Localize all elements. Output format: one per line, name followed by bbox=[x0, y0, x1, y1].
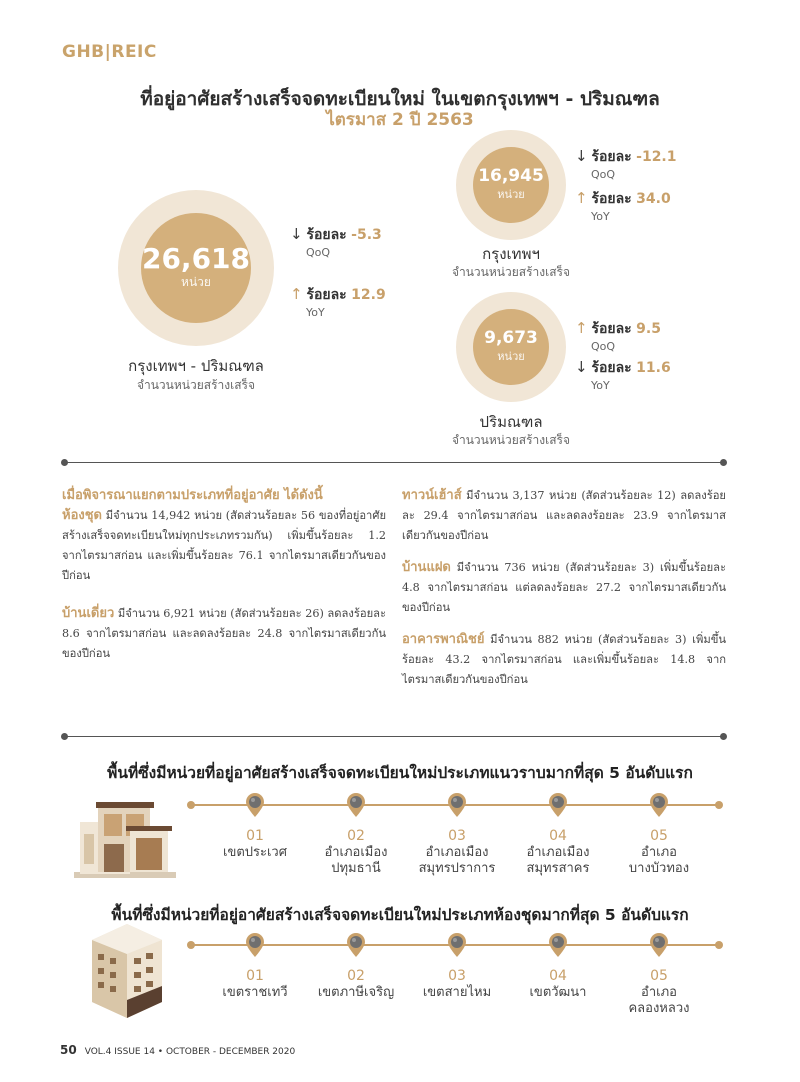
total-subcaption: จำนวนหน่วยสร้างเสร็จ bbox=[136, 378, 256, 392]
vicinity-value: 9,673 bbox=[484, 327, 538, 348]
bangkok-ring bbox=[456, 130, 566, 240]
rank-area-name bbox=[200, 845, 310, 861]
total-value: 26,618 bbox=[141, 241, 251, 275]
condo-section-title: พื้นที่ซึ่งมีหน่วยที่อยู่อาศัยสร้างเสร็จจดทะเบียนใหม่ประเภทห้องชุดมากที่สุด 5 อันดับแรก bbox=[111, 906, 689, 924]
bangkok-value: 16,945 bbox=[478, 165, 544, 186]
rank-area-name bbox=[503, 845, 613, 877]
vicinity-caption: ปริมณฑล bbox=[479, 413, 543, 431]
page-title: ที่อยู่อาศัยสร้างเสร็จจดทะเบียนใหม่ ในเขตกรุงเทพฯ - ปริมณฑล bbox=[140, 88, 660, 110]
vicinity-unit: หน่วย bbox=[497, 349, 525, 363]
breakdown-item: บ้านแฝด มีจำนวน 736 หน่วย (สัดส่วนร้อยละ 3) เพิ่มขึ้นร้อยละ 4.8 จากไตรมาสก่อน แต่ลดลงร้อยละ 27.2 จากไตรมาสเดียวกันของปีก่อน bbox=[402, 560, 726, 614]
rank-number: 05 bbox=[650, 968, 668, 984]
location-pin-icon bbox=[446, 932, 468, 958]
arrow-down-icon: ↓ bbox=[575, 358, 588, 376]
arrow-down-icon: ↓ bbox=[575, 147, 588, 165]
rank-number: 05 bbox=[650, 828, 668, 844]
rank-area-name bbox=[503, 985, 613, 1001]
bangkok-subcaption: จำนวนหน่วยสร้างเสร็จ bbox=[451, 265, 571, 279]
vicinity-qoq: ↑ ร้อยละ 9.5 QoQ bbox=[575, 319, 661, 353]
location-pin-icon bbox=[547, 932, 569, 958]
house-illustration bbox=[70, 800, 180, 880]
bangkok-caption: กรุงเทพฯ bbox=[482, 245, 540, 263]
rank-number: 04 bbox=[549, 828, 567, 844]
rank-area-name bbox=[604, 985, 714, 1017]
rank-area-name bbox=[604, 845, 714, 877]
bangkok-unit: หน่วย bbox=[497, 187, 525, 201]
breakdown-item: ทาวน์เฮ้าส์ มีจำนวน 3,137 หน่วย (สัดส่วนร้อยละ 12) ลดลงร้อยละ 29.4 จากไตรมาสก่อน และลดลงร้อยละ 23.9 จากไตรมาสเดียวกันของปีก่อน bbox=[402, 488, 726, 542]
total-qoq: ↓ ร้อยละ -5.3 QoQ bbox=[290, 225, 382, 259]
location-pin-icon bbox=[648, 792, 670, 818]
section-divider bbox=[64, 736, 724, 737]
rank-number: 03 bbox=[448, 828, 466, 844]
rank-number: 01 bbox=[246, 828, 264, 844]
bangkok-qoq: ↓ ร้อยละ -12.1 QoQ bbox=[575, 147, 677, 181]
total-unit: หน่วย bbox=[181, 274, 211, 289]
rank-area-name bbox=[301, 845, 411, 877]
location-pin-icon bbox=[345, 932, 367, 958]
vicinity-yoy: ↓ ร้อยละ 11.6 YoY bbox=[575, 358, 671, 392]
location-pin-icon bbox=[446, 792, 468, 818]
arrow-up-icon: ↑ bbox=[290, 285, 303, 303]
area-line-1: เขตภาษีเจริญ bbox=[317, 985, 395, 1000]
arrow-down-icon: ↓ bbox=[290, 225, 303, 243]
area-line-2: ปทุมธานี bbox=[331, 861, 381, 876]
area-line-1: เขตสายไหม bbox=[422, 985, 492, 1000]
brand-logo: GHB|REIC bbox=[62, 42, 157, 62]
location-pin-icon bbox=[547, 792, 569, 818]
breakdown-item: บ้านเดี่ยว มีจำนวน 6,921 หน่วย (สัดส่วนร้อยละ 26) ลดลงร้อยละ 8.6 จากไตรมาสก่อน และลดลงร้อยละ 24.8 จากไตรมาสเดียวกันของปีก่อน bbox=[62, 606, 386, 660]
breakdown-intro: เมื่อพิจารณาแยกตามประเภทที่อยู่อาศัย ได้ดังนี้ bbox=[62, 488, 323, 503]
arrow-up-icon: ↑ bbox=[575, 189, 588, 207]
bangkok-yoy: ↑ ร้อยละ 34.0 YoY bbox=[575, 189, 671, 223]
issue-info: VOL.4 ISSUE 14 • OCTOBER - DECEMBER 2020 bbox=[84, 1047, 296, 1057]
condo-building-illustration bbox=[82, 920, 172, 1020]
vicinity-ring bbox=[456, 292, 566, 402]
location-pin-icon bbox=[244, 792, 266, 818]
page-footer bbox=[60, 1043, 295, 1057]
area-line-1: อำเภอ bbox=[641, 985, 677, 1000]
area-line-2: สมุทรปราการ bbox=[418, 861, 496, 876]
total-ring bbox=[118, 190, 274, 346]
total-yoy: ↑ ร้อยละ 12.9 YoY bbox=[290, 285, 386, 319]
location-pin-icon bbox=[345, 792, 367, 818]
rank-number: 02 bbox=[347, 968, 365, 984]
location-pin-icon bbox=[648, 932, 670, 958]
breakdown-left-column bbox=[62, 486, 386, 664]
page-subtitle: ไตรมาส 2 ปี 2563 bbox=[326, 110, 474, 130]
area-line-1: เขตราชเทวี bbox=[222, 985, 288, 1000]
area-line-1: อำเภอเมือง bbox=[425, 845, 489, 860]
rank-number: 01 bbox=[246, 968, 264, 984]
rank-area-name bbox=[402, 845, 512, 877]
arrow-up-icon: ↑ bbox=[575, 319, 588, 337]
rank-area-name bbox=[402, 985, 512, 1001]
location-pin-icon bbox=[244, 932, 266, 958]
area-line-1: อำเภอ bbox=[641, 845, 677, 860]
lowrise-section-title: พื้นที่ซึ่งมีหน่วยที่อยู่อาศัยสร้างเสร็จจดทะเบียนใหม่ประเภทแนวราบมากที่สุด 5 อันดับแรก bbox=[107, 764, 693, 782]
area-line-2: สมุทรสาคร bbox=[526, 861, 590, 876]
rank-area-name bbox=[301, 985, 411, 1001]
area-line-1: อำเภอเมือง bbox=[526, 845, 590, 860]
total-caption: กรุงเทพฯ - ปริมณฑล bbox=[128, 357, 264, 375]
rank-number: 04 bbox=[549, 968, 567, 984]
rank-area-name bbox=[200, 985, 310, 1001]
vicinity-subcaption: จำนวนหน่วยสร้างเสร็จ bbox=[451, 433, 571, 447]
breakdown-item: อาคารพาณิชย์ มีจำนวน 882 หน่วย (สัดส่วนร้อยละ 3) เพิ่มขึ้นร้อยละ 43.2 จากไตรมาสก่อน และเพิ่มขึ้นร้อยละ 14.8 จากไตรมาสเดียวกันของปีก่อน bbox=[402, 632, 726, 686]
page-number: 50 bbox=[60, 1043, 77, 1057]
area-line-1: เขตวัฒนา bbox=[529, 985, 587, 1000]
rank-number: 02 bbox=[347, 828, 365, 844]
section-divider bbox=[64, 462, 724, 463]
area-line-1: อำเภอเมือง bbox=[324, 845, 388, 860]
breakdown-right-column bbox=[402, 486, 726, 690]
area-line-2: คลองหลวง bbox=[628, 1001, 690, 1016]
breakdown-item: ห้องชุด มีจำนวน 14,942 หน่วย (สัดส่วนร้อยละ 56 ของที่อยู่อาศัยสร้างเสร็จจดทะเบียนใหม่ทุกประเภทรวมกัน) เพิ่มขึ้นร้อยละ 1.2 จากไตรมาสก่อน และเพิ่มขึ้นร้อยละ 76.1 จากไตรมาสเดียวกันของปีก่อน bbox=[62, 508, 386, 582]
area-line-2: บางบัวทอง bbox=[628, 861, 690, 876]
rank-number: 03 bbox=[448, 968, 466, 984]
area-line-1: เขตประเวศ bbox=[223, 845, 287, 860]
